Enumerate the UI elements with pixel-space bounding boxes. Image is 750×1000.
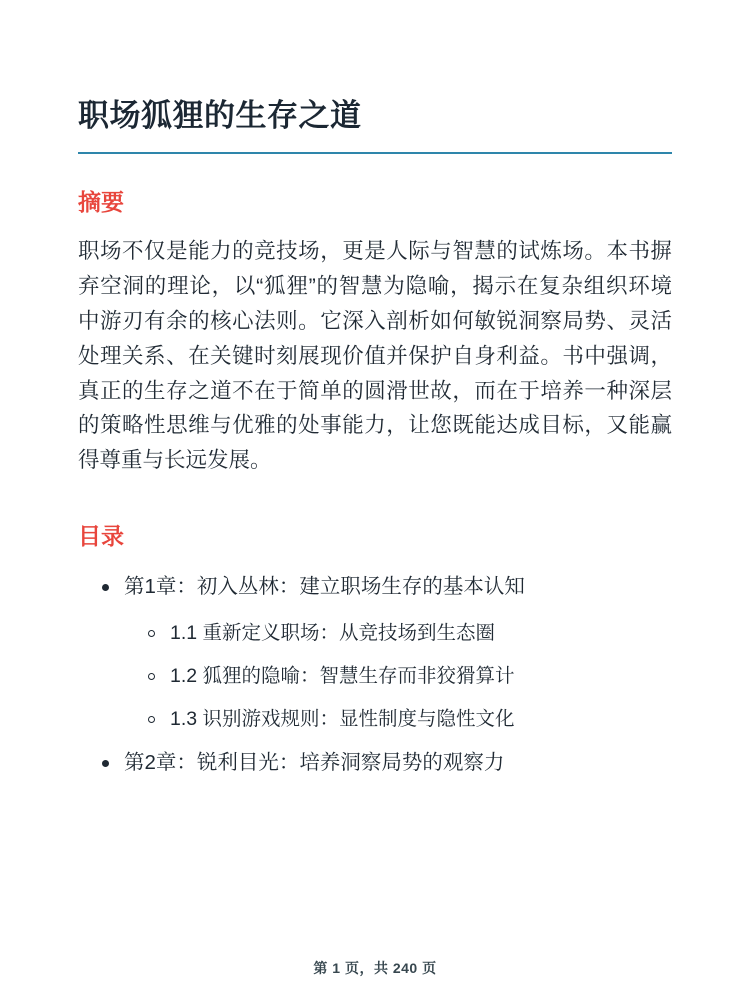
toc-list: [78, 572, 672, 779]
toc-entry-section-1-1[interactable]: 1.1 重新定义职场：从竞技场到生态圈: [78, 619, 672, 648]
abstract-heading: 摘要: [78, 189, 124, 216]
toc-entry-section-1-3[interactable]: 1.3 识别游戏规则：显性制度与隐性文化: [78, 705, 672, 734]
toc-entry-chapter-2[interactable]: 第2章：锐利目光：培养洞察局势的观察力: [78, 748, 672, 779]
abstract-body: 职场不仅是能力的竞技场，更是人际与智慧的试炼场。本书摒弃空洞的理论，以“狐狸”的智慧为隐喻，揭示在复杂组织环境中游刃有余的核心法则。它深入剖析如何敏锐洞察局势、灵活处理关系、在关键时刻展现价值并保护自身利益。书中强调，真正的生存之道不在于简单的圆滑世故，而在于培养一种深层的策略性思维与优雅的处事能力，让您既能达成目标，又能赢得尊重与长远发展。: [78, 239, 672, 473]
page-title: 职场狐狸的生存之道: [78, 98, 362, 133]
toc-heading: 目录: [78, 522, 124, 549]
toc-entry-chapter-1[interactable]: 第1章：初入丛林：建立职场生存的基本认知: [78, 572, 672, 603]
toc-entry-section-1-2[interactable]: 1.2 狐狸的隐喻：智慧生存而非狡猾算计: [78, 662, 672, 691]
title-divider: [78, 152, 672, 154]
page-footer: 第 1 页，共 240 页: [313, 960, 437, 976]
